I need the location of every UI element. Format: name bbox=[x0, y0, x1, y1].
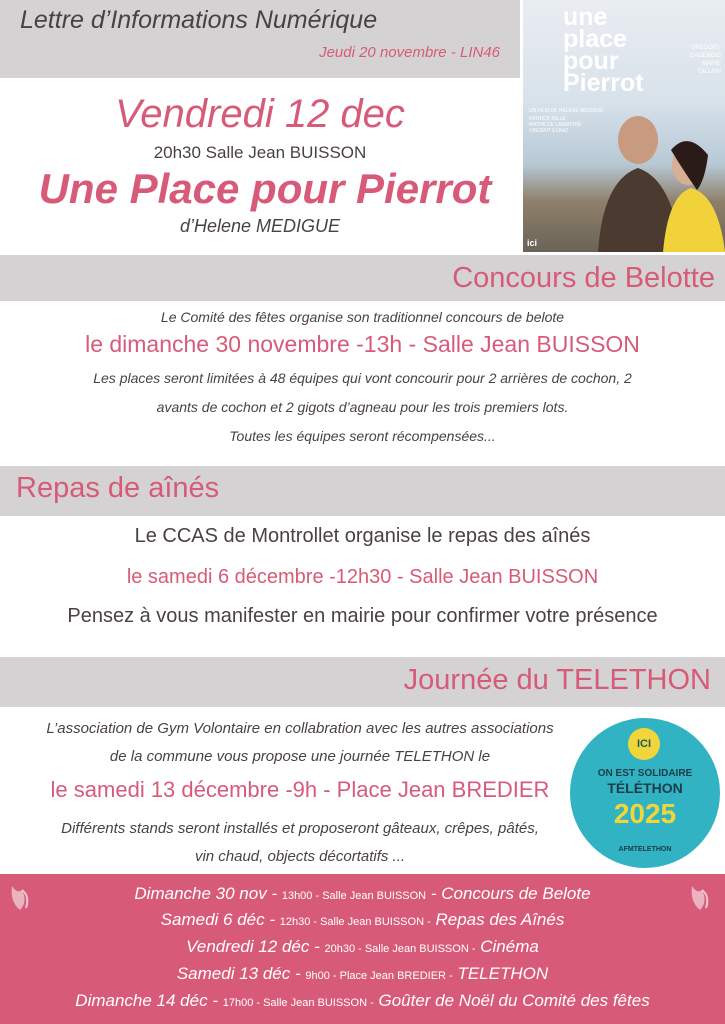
telethon-text: L’association de Gym Volontaire en collabration avec les autres associations bbox=[46, 720, 554, 737]
poster-cast: VINCENT ELBAZ bbox=[529, 128, 569, 134]
telethon-date: le samedi 13 décembre -9h - Place Jean BREDIER bbox=[50, 777, 550, 802]
badge-year: 2025 bbox=[613, 798, 677, 829]
agenda-day: Dimanche 30 nov bbox=[134, 884, 267, 903]
cinema-time-place: 20h30 Salle Jean BUISSON bbox=[153, 143, 367, 162]
agenda-event: Cinéma bbox=[480, 937, 539, 956]
poster-title-line: Pierrot bbox=[563, 69, 644, 97]
belote-date: le dimanche 30 novembre -13h - Salle Jean BUISSON bbox=[85, 331, 640, 357]
agenda-detail: 13h00 - Salle Jean BUISSON bbox=[281, 890, 427, 902]
agenda-detail: 20h30 - Salle Jean BUISSON - bbox=[324, 943, 476, 955]
telethon-heading: Journée du TELETHON bbox=[403, 664, 711, 696]
poster-people-illustration bbox=[593, 110, 725, 252]
repas-text: Le CCAS de Montrollet organise le repas des aînés bbox=[134, 525, 591, 547]
belote-text: Toutes les équipes seront récompensées... bbox=[229, 428, 496, 444]
agenda-detail: 9h00 - Place Jean BREDIER - bbox=[305, 970, 453, 982]
agenda-item: Samedi 6 déc - 12h30 - Salle Jean BUISSON - Repas des Aînés bbox=[160, 910, 565, 929]
agenda-item: Vendredi 12 déc - 20h30 - Salle Jean BUISSON - Cinéma bbox=[186, 937, 539, 956]
belote-text: avants de cochon et 2 gigots d’agneau pour les trois premiers lots. bbox=[156, 399, 569, 415]
poster-cast: MATHILDE LABARTHE bbox=[529, 122, 582, 128]
agenda-day: Dimanche 14 déc bbox=[75, 991, 208, 1010]
badge-text: TÉLÉTHON bbox=[607, 780, 683, 796]
agenda-item: Samedi 13 déc - 9h00 - Place Jean BREDIER - TELETHON bbox=[176, 964, 549, 983]
poster-credit: GADEBOIS bbox=[689, 53, 721, 59]
ici-pin-icon: ICI bbox=[628, 728, 660, 760]
agenda-event: Goûter de Noël du Comité des fêtes bbox=[378, 991, 650, 1010]
poster-credit: GILLAIN bbox=[697, 69, 721, 75]
agenda-item: Dimanche 14 déc - 17h00 - Salle Jean BUISSON - Goûter de Noël du Comité des fêtes bbox=[75, 991, 650, 1010]
poster-cast: PATRICK MILLE bbox=[529, 116, 566, 122]
telethon-text: de la commune vous propose une journée TELETHON le bbox=[109, 748, 491, 765]
afm-telethon-logo: AFMTELETHON bbox=[618, 846, 672, 853]
belote-text: Le Comité des fêtes organise son traditionnel concours de belote bbox=[160, 309, 565, 325]
poster-title-line: une bbox=[563, 3, 608, 31]
poster-credit: MARIE bbox=[701, 61, 721, 67]
repas-heading: Repas de aînés bbox=[16, 472, 220, 504]
telethon-text: vin chaud, objects décortatifs ... bbox=[194, 848, 406, 865]
badge-text: ON EST SOLIDAIRE bbox=[597, 768, 693, 779]
agenda-day: Samedi 13 déc bbox=[176, 964, 291, 983]
cinema-date: Vendredi 12 dec bbox=[115, 92, 405, 136]
poster-title-line: pour bbox=[563, 47, 619, 75]
belote-heading: Concours de Belotte bbox=[452, 262, 715, 294]
poster-ici-logo: ici bbox=[527, 238, 538, 248]
agenda-detail: 12h30 - Salle Jean BUISSON - bbox=[279, 916, 431, 928]
agenda-day: Samedi 6 déc bbox=[160, 910, 265, 929]
agenda-day: Vendredi 12 déc bbox=[186, 937, 310, 956]
film-poster bbox=[523, 0, 725, 252]
agenda-event: Repas des Aînés bbox=[435, 910, 565, 929]
agenda-event: TELETHON bbox=[457, 964, 549, 983]
poster-title-line: place bbox=[563, 25, 627, 53]
agenda-item: Dimanche 30 nov - 13h00 - Salle Jean BUISSON - Concours de Belote bbox=[134, 884, 591, 903]
newsletter-title: Lettre d’Informations Numérique bbox=[20, 6, 378, 34]
repas-text: Pensez à vous manifester en mairie pour confirmer votre présence bbox=[67, 605, 658, 627]
cinema-film-title: Une Place pour Pierrot bbox=[38, 165, 492, 212]
poster-credit: GRÉGORY bbox=[690, 45, 721, 51]
cinema-director: d’Helene MEDIGUE bbox=[179, 216, 341, 236]
agenda-event: Concours de Belote bbox=[441, 884, 591, 903]
agenda-detail: 17h00 - Salle Jean BUISSON - bbox=[222, 997, 374, 1009]
newsletter-subtitle: Jeudi 20 novembre - LIN46 bbox=[319, 44, 500, 61]
belote-text: Les places seront limitées à 48 équipes qui vont concourir pour 2 arrières de cochon, 2 bbox=[93, 370, 632, 386]
repas-date: le samedi 6 décembre -12h30 - Salle Jean BUISSON bbox=[126, 566, 599, 588]
poster-director: UN FILM DE HÉLÈNE MÉDIGUE bbox=[529, 108, 604, 114]
telethon-text: Différents stands seront installés et proposeront gâteaux, crêpes, pâtés, bbox=[61, 820, 539, 837]
